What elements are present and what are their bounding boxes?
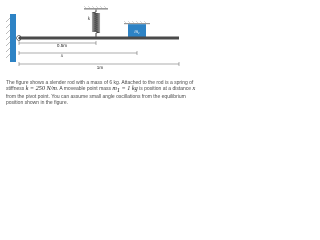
mass-ground-hatching: [124, 21, 146, 23]
distance-variable: x: [192, 85, 196, 92]
mass-symbol: m: [112, 85, 117, 92]
spring-label: k: [87, 17, 90, 22]
mass-value: = 1 kg: [119, 85, 138, 92]
dimension-x: [19, 51, 137, 55]
problem-figure: [0, 0, 200, 122]
distance-long-label: 1m: [96, 65, 104, 70]
rod: [19, 37, 179, 40]
stiffness-equation: k = 250 N/m: [25, 85, 57, 92]
distance-short-label: 0.5m: [56, 43, 68, 48]
wall: [10, 14, 16, 62]
problem-text-part3: is position at a distance: [137, 86, 193, 92]
problem-text-part1: The figure shows a slender rod with a mass of 6 kg. Attached to the rod is a spring of stiffness: [6, 80, 194, 92]
wall-hatching: [6, 18, 10, 58]
spring: [92, 10, 100, 37]
mass-ground: [124, 23, 150, 24]
problem-statement: [6, 80, 196, 106]
distance-x-label: x: [60, 54, 64, 59]
mass-label: $m_1$: [134, 30, 140, 35]
rod-spring-diagram: [0, 0, 200, 78]
problem-text-part4: from the pivot point. You can assume small angle oscillations from the equilibrium position shown in the figure.: [6, 94, 186, 106]
problem-text-part2: . A moveable point mass: [56, 86, 113, 92]
spring-ceiling: [84, 8, 108, 10]
spring-ceiling-hatching: [84, 6, 106, 8]
mass-subscript: 1: [116, 87, 120, 94]
